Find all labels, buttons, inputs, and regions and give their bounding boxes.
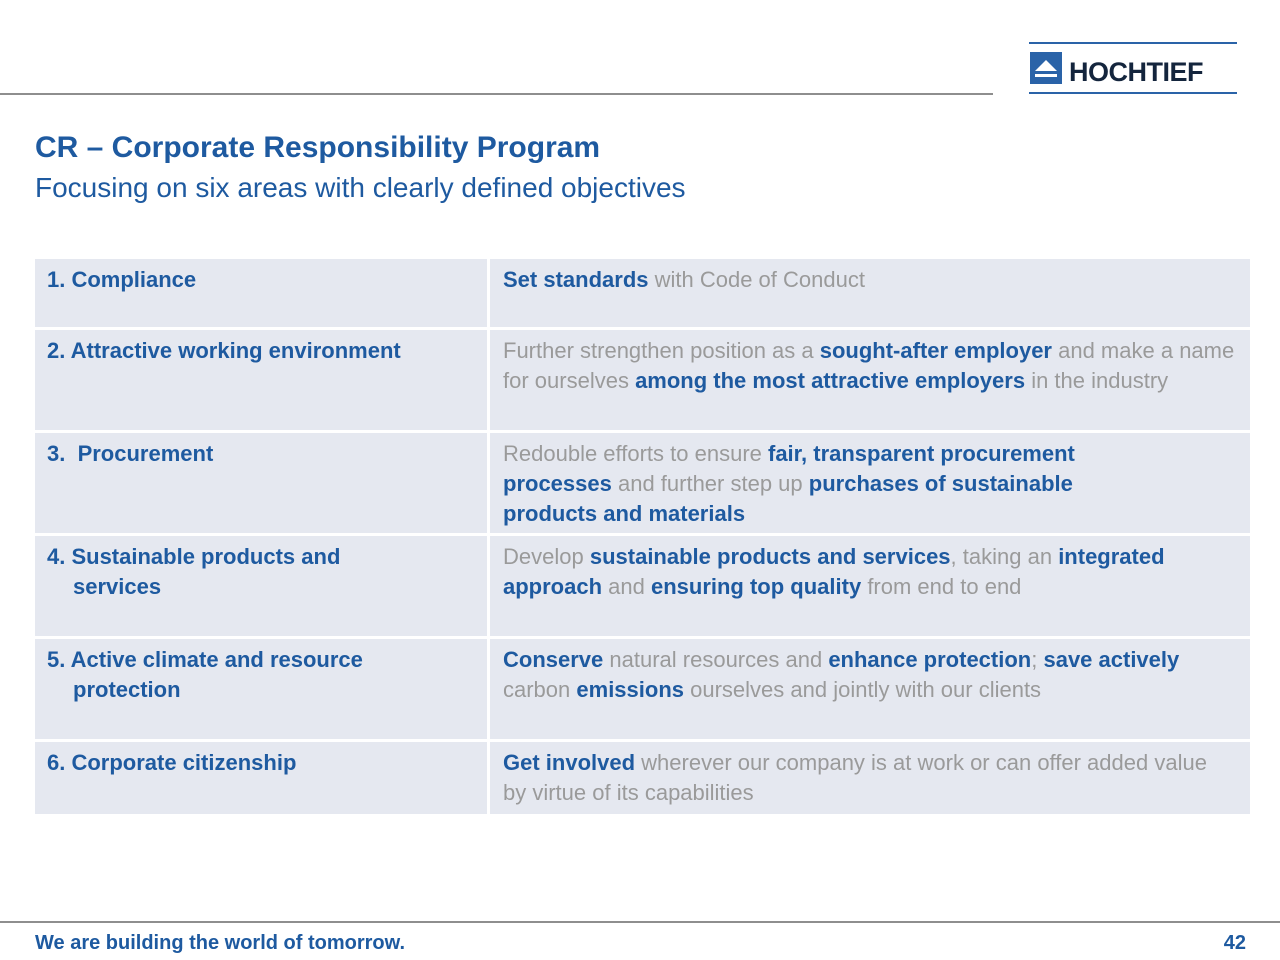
area-label-line: 1. Compliance xyxy=(47,267,197,292)
page-number: 42 xyxy=(1223,932,1246,954)
area-objective xyxy=(490,742,1250,814)
objective-bold-text: Set standards xyxy=(503,267,649,292)
objective-bold-text: sought-after employer xyxy=(819,338,1052,363)
footer-divider xyxy=(0,921,1280,923)
area-label xyxy=(35,330,490,430)
area-label-line: 2. Attractive working environment xyxy=(47,338,401,363)
objective-bold-text: among the most attractive employers xyxy=(635,368,1026,393)
cr-area-row-sustainable-products xyxy=(35,536,1250,636)
objective-text: carbon xyxy=(503,677,577,702)
objective-text: Further strengthen position as a xyxy=(503,338,820,363)
objective-text: , taking an xyxy=(950,544,1059,569)
area-objective xyxy=(490,536,1250,636)
objective-text: Redouble efforts to ensure xyxy=(503,441,768,466)
area-label-line: 5. Active climate and resource xyxy=(47,647,363,672)
objective-bold-text: ensuring top quality xyxy=(650,574,862,599)
objective-text: ; xyxy=(1031,647,1044,672)
objective-text: from end to end xyxy=(861,574,1022,599)
area-objective xyxy=(490,330,1250,430)
cr-area-row-working-environment xyxy=(35,330,1250,430)
area-label-line: 4. Sustainable products and xyxy=(47,544,341,569)
objective-bold-text: emissions xyxy=(576,677,684,702)
objective-bold-text: enhance protection xyxy=(828,647,1032,672)
objective-text: in the industry xyxy=(1025,368,1169,393)
objective-text: and xyxy=(602,574,651,599)
area-label-line: 3. Procurement xyxy=(47,441,214,466)
page-subtitle: Focusing on six areas with clearly defined objectives xyxy=(35,172,686,203)
objective-bold-text: save actively xyxy=(1043,647,1180,672)
area-label xyxy=(35,536,490,636)
area-label xyxy=(35,639,490,739)
objective-bold-text: integrated approach xyxy=(503,544,1165,599)
cr-area-row-procurement xyxy=(35,433,1250,533)
cr-area-row-climate-resource xyxy=(35,639,1250,739)
objective-bold-text: purchases of sustainable products and materials xyxy=(503,471,1073,526)
objective-text: and further step up xyxy=(611,471,809,496)
objective-text: ourselves and jointly with our clients xyxy=(684,677,1042,702)
objective-bold-text: fair, transparent procurement processes xyxy=(503,441,1075,496)
footer-tagline: We are building the world of tomorrow. xyxy=(35,932,405,954)
objective-text: natural resources and xyxy=(603,647,829,672)
header-divider xyxy=(0,93,993,95)
objective-bold-text: Conserve xyxy=(503,647,604,672)
area-label-line: protection xyxy=(73,677,181,702)
objective-bold-text: sustainable products and services xyxy=(589,544,951,569)
logo-wordmark: HOCHTIEF xyxy=(1069,57,1203,87)
hochtief-logo xyxy=(1029,42,1237,94)
objective-bold-text: Get involved xyxy=(503,750,636,775)
hochtief-house-icon xyxy=(1030,52,1062,84)
cr-area-row-corporate-citizenship xyxy=(35,742,1250,814)
area-objective xyxy=(490,433,1250,533)
cr-areas-table xyxy=(35,259,1250,817)
cr-area-row-compliance xyxy=(35,259,1250,327)
area-label xyxy=(35,433,490,533)
logo-bottom-rule xyxy=(1029,92,1237,94)
objective-text: and make a name for ourselves xyxy=(503,338,1235,393)
area-label xyxy=(35,259,490,327)
area-objective xyxy=(490,259,1250,327)
area-label xyxy=(35,742,490,814)
area-label-line: 6. Corporate citizenship xyxy=(47,750,297,775)
objective-text: with Code of Conduct xyxy=(648,267,865,292)
objective-text: wherever our company is at work or can offer added value by virtue of its capabilities xyxy=(503,750,1207,805)
page-title: CR – Corporate Responsibility Program xyxy=(35,131,601,164)
logo-top-rule xyxy=(1029,42,1237,44)
area-objective xyxy=(490,639,1250,739)
objective-text: Develop xyxy=(503,544,590,569)
area-label-line: services xyxy=(73,574,162,599)
